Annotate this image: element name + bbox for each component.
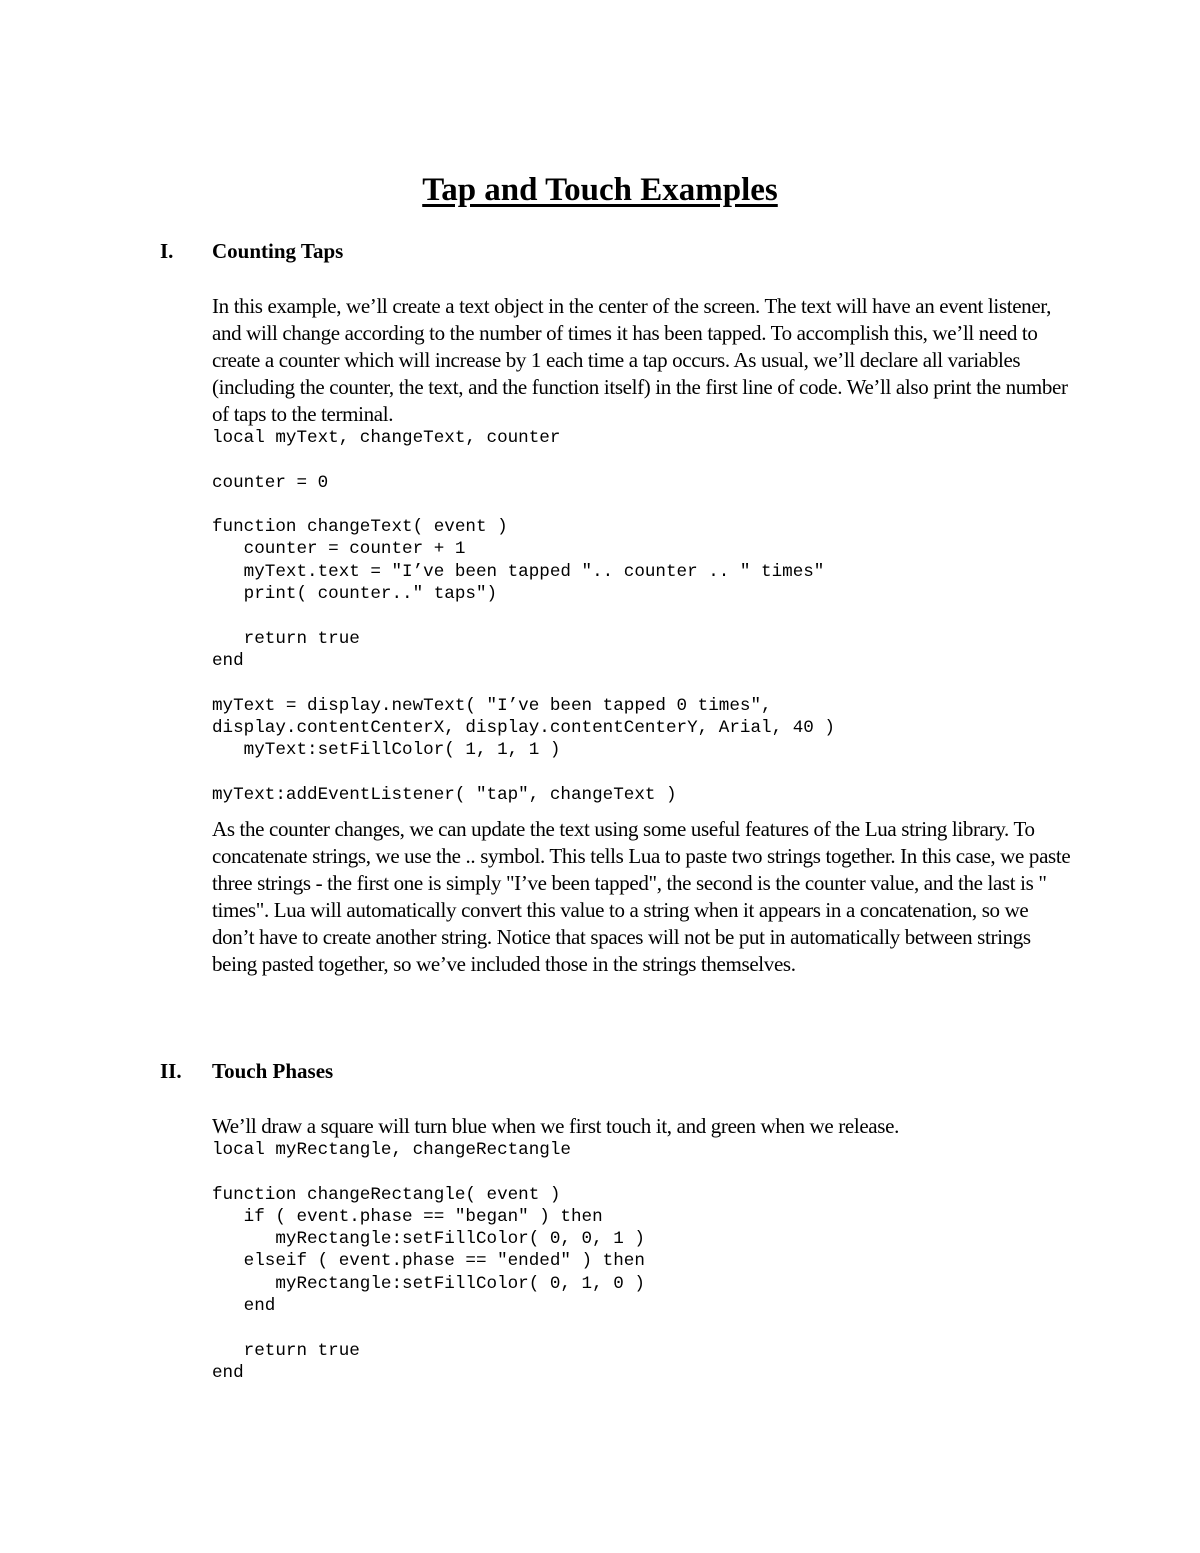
code-line: display.contentCenterX, display.contentCenterY, Arial, 40 ) [212, 717, 835, 738]
section-number: II. [160, 1059, 182, 1083]
section-title: Counting Taps [212, 239, 344, 263]
code-line: counter = 0 [212, 472, 329, 493]
page-title: Tap and Touch Examples [422, 172, 778, 208]
code-line: print( counter.." taps") [212, 584, 498, 605]
code-line: elseif ( event.phase == "ended" ) then [212, 1251, 645, 1272]
code-line: end [212, 650, 244, 671]
code-line: end [212, 1296, 276, 1317]
section-explanation-paragraph: As the counter changes, we can update the text using some useful features of the Lua string library. To concatenate strings, we use the .. symbol. This tells Lua to paste two strings together. In this case, we paste three strings - the first one is simply "I’ve been tapped", the second is the counter value, and the last is " times". Lua will automatically convert this value to a string when it appears in a concatenation, so we don’t have to create another string. Notice that spaces will not be put in automatically between strings being pasted together, so we’ve included those in the strings themselves. [212, 817, 1071, 976]
code-block-counting-taps [212, 427, 835, 806]
section-intro-paragraph: In this example, we’ll create a text object in the center of the screen. The text will have an event listener, and will change according to the number of times it has been tapped. To accomplish this, we’ll need to create a counter which will increase by 1 each time a tap occurs. As usual, we’ll declare all variables (including the counter, the text, and the function itself) in the first line of code. We’ll also print the number of taps to the terminal. [212, 294, 1068, 426]
code-line: myRectangle:setFillColor( 0, 0, 1 ) [212, 1229, 645, 1250]
code-line: counter = counter + 1 [212, 539, 466, 560]
code-line: myRectangle:setFillColor( 0, 1, 0 ) [212, 1273, 645, 1294]
code-line: end [212, 1362, 244, 1383]
section-title: Touch Phases [212, 1059, 334, 1083]
section-heading-touch-phases [160, 1058, 333, 1084]
code-line: function changeText( event ) [212, 517, 508, 538]
code-line: function changeRectangle( event ) [212, 1184, 561, 1205]
code-block-touch-phases [212, 1139, 645, 1384]
section-intro-paragraph: We’ll draw a square will turn blue when we first touch it, and green when we release. [212, 1114, 899, 1138]
code-line: myText:setFillColor( 1, 1, 1 ) [212, 740, 561, 761]
code-line: local myText, changeText, counter [212, 428, 561, 448]
code-line: myText:addEventListener( "tap", changeText ) [212, 784, 677, 805]
code-line: if ( event.phase == "began" ) then [212, 1206, 603, 1227]
section-heading-counting-taps [160, 238, 343, 264]
section-number: I. [160, 239, 174, 263]
code-line: myText.text = "I’ve been tapped ".. counter .. " times" [212, 561, 825, 582]
code-line: myText = display.newText( "I’ve been tapped 0 times", [212, 695, 772, 716]
code-line: return true [212, 1340, 360, 1361]
code-line: local myRectangle, changeRectangle [212, 1140, 571, 1160]
code-line: return true [212, 628, 360, 649]
